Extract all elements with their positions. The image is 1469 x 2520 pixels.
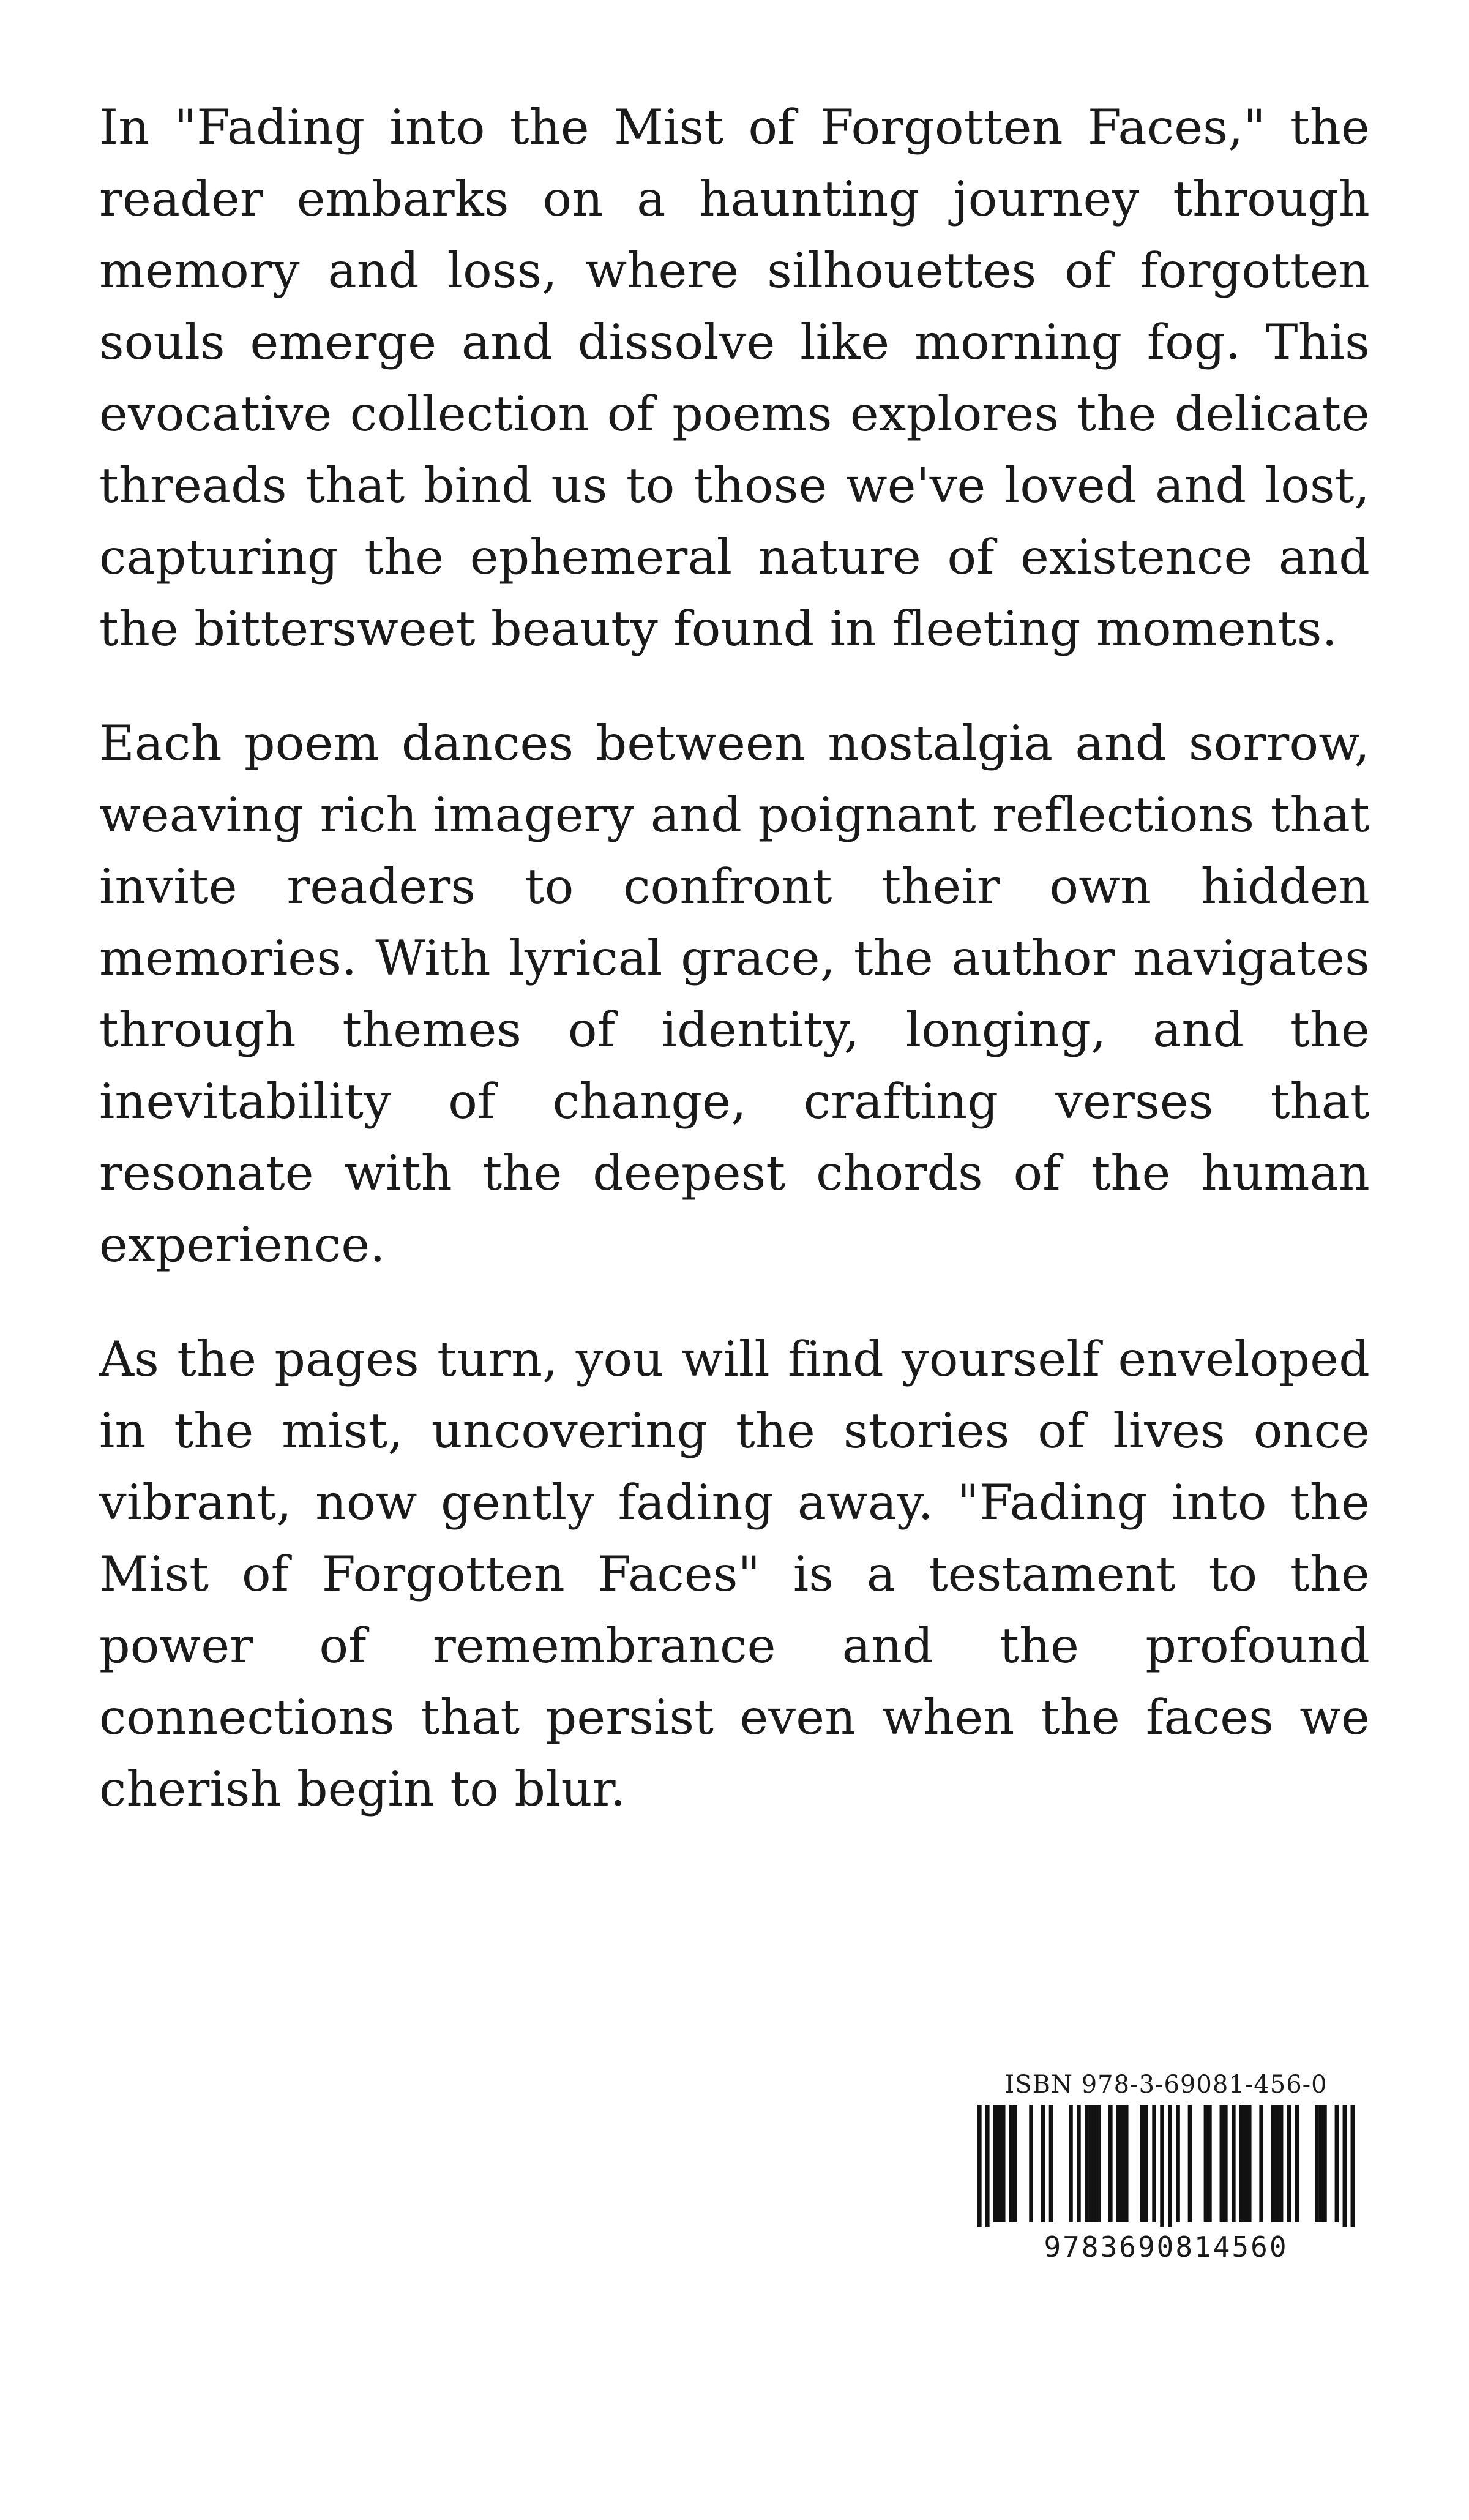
barcode-bar	[1259, 2105, 1263, 2222]
barcode-bar	[1049, 2105, 1053, 2222]
barcode-bar	[1116, 2105, 1121, 2222]
ean-digits: 9783690814560	[1044, 2230, 1288, 2263]
barcode-bar	[1001, 2105, 1006, 2222]
barcode-bar	[1029, 2105, 1033, 2222]
barcode-bar	[977, 2105, 982, 2227]
barcode-bar	[1152, 2105, 1156, 2222]
barcode-bar	[1323, 2105, 1327, 2222]
barcode-bar	[1009, 2105, 1014, 2222]
barcode-bar	[1093, 2105, 1097, 2222]
barcode-bar	[1232, 2105, 1236, 2222]
barcode-bar	[1097, 2105, 1101, 2222]
barcode-bar	[1343, 2105, 1347, 2227]
barcode-bar	[1319, 2105, 1323, 2222]
barcode-bar	[1108, 2105, 1113, 2222]
barcode-bar	[993, 2105, 998, 2222]
barcode-bar	[1120, 2105, 1124, 2222]
barcode-bar	[1295, 2105, 1299, 2222]
isbn-label: ISBN 978-3-69081-456-0	[1004, 2071, 1328, 2099]
barcode-bar	[1279, 2105, 1284, 2222]
barcode-bar	[1335, 2105, 1339, 2222]
barcode-bar	[1144, 2105, 1148, 2222]
blurb-paragraph-1: In "Fading into the Mist of Forgotten Faces," the reader embarks on a haunting journey through memory and loss, where silhouettes of forgotten souls emerge and dissolve like morning fog. This evocative collection of poems explores the delicate threads that bind us to those we've loved and lost, capturing the ephemeral nature of existence and the bittersweet beauty found in fleeting moments.	[99, 99, 1370, 657]
barcode-bar	[1077, 2105, 1081, 2222]
blurb-paragraph-2: Each poem dances between nostalgia and sorrow, weaving rich imagery and poignant reflections that invite readers to confront their own hidden memories. With lyrical grace, the author navigates through themes of identity, longing, and the inevitability of change, crafting verses that resonate with the deepest chords of the human experience.	[99, 715, 1370, 1273]
barcode-bar	[1315, 2105, 1319, 2222]
barcode-bar	[1271, 2105, 1276, 2222]
barcode-bar	[1168, 2105, 1172, 2227]
barcode-graphic	[970, 2105, 1362, 2227]
barcode-bar	[1275, 2105, 1279, 2222]
barcode-bar	[1160, 2105, 1164, 2227]
barcode-bar	[1041, 2105, 1045, 2222]
barcode-bar	[1013, 2105, 1017, 2222]
barcode-bar	[1208, 2105, 1212, 2222]
barcode-bar	[1176, 2105, 1180, 2222]
barcode-bar	[1188, 2105, 1192, 2222]
barcode-bar	[1247, 2105, 1252, 2222]
barcode-bar	[1085, 2105, 1089, 2222]
isbn-barcode-block	[970, 2069, 1362, 2271]
barcode-bar	[1140, 2105, 1145, 2222]
barcode-bar	[1224, 2105, 1228, 2222]
barcode-bar	[985, 2105, 990, 2227]
barcode-bar	[1243, 2105, 1247, 2222]
blurb-paragraph-3: As the pages turn, you will find yourself enveloped in the mist, uncovering the stories of lives once vibrant, now gently fading away. "Fading into the Mist of Forgotten Faces" is a testament to the power of remembrance and the profound connections that persist even when the faces we cherish begin to blur.	[99, 1331, 1370, 1817]
barcode-bar	[1124, 2105, 1129, 2222]
barcode-bar	[1069, 2105, 1073, 2222]
barcode-bar	[1287, 2105, 1291, 2222]
book-blurb	[99, 92, 1370, 1868]
barcode-bar	[1204, 2105, 1208, 2222]
barcode-bar	[1239, 2105, 1244, 2222]
barcode-bar	[1089, 2105, 1093, 2222]
barcode-bar	[997, 2105, 1001, 2222]
barcode-bar	[1351, 2105, 1355, 2227]
barcode-bar	[1220, 2105, 1224, 2222]
